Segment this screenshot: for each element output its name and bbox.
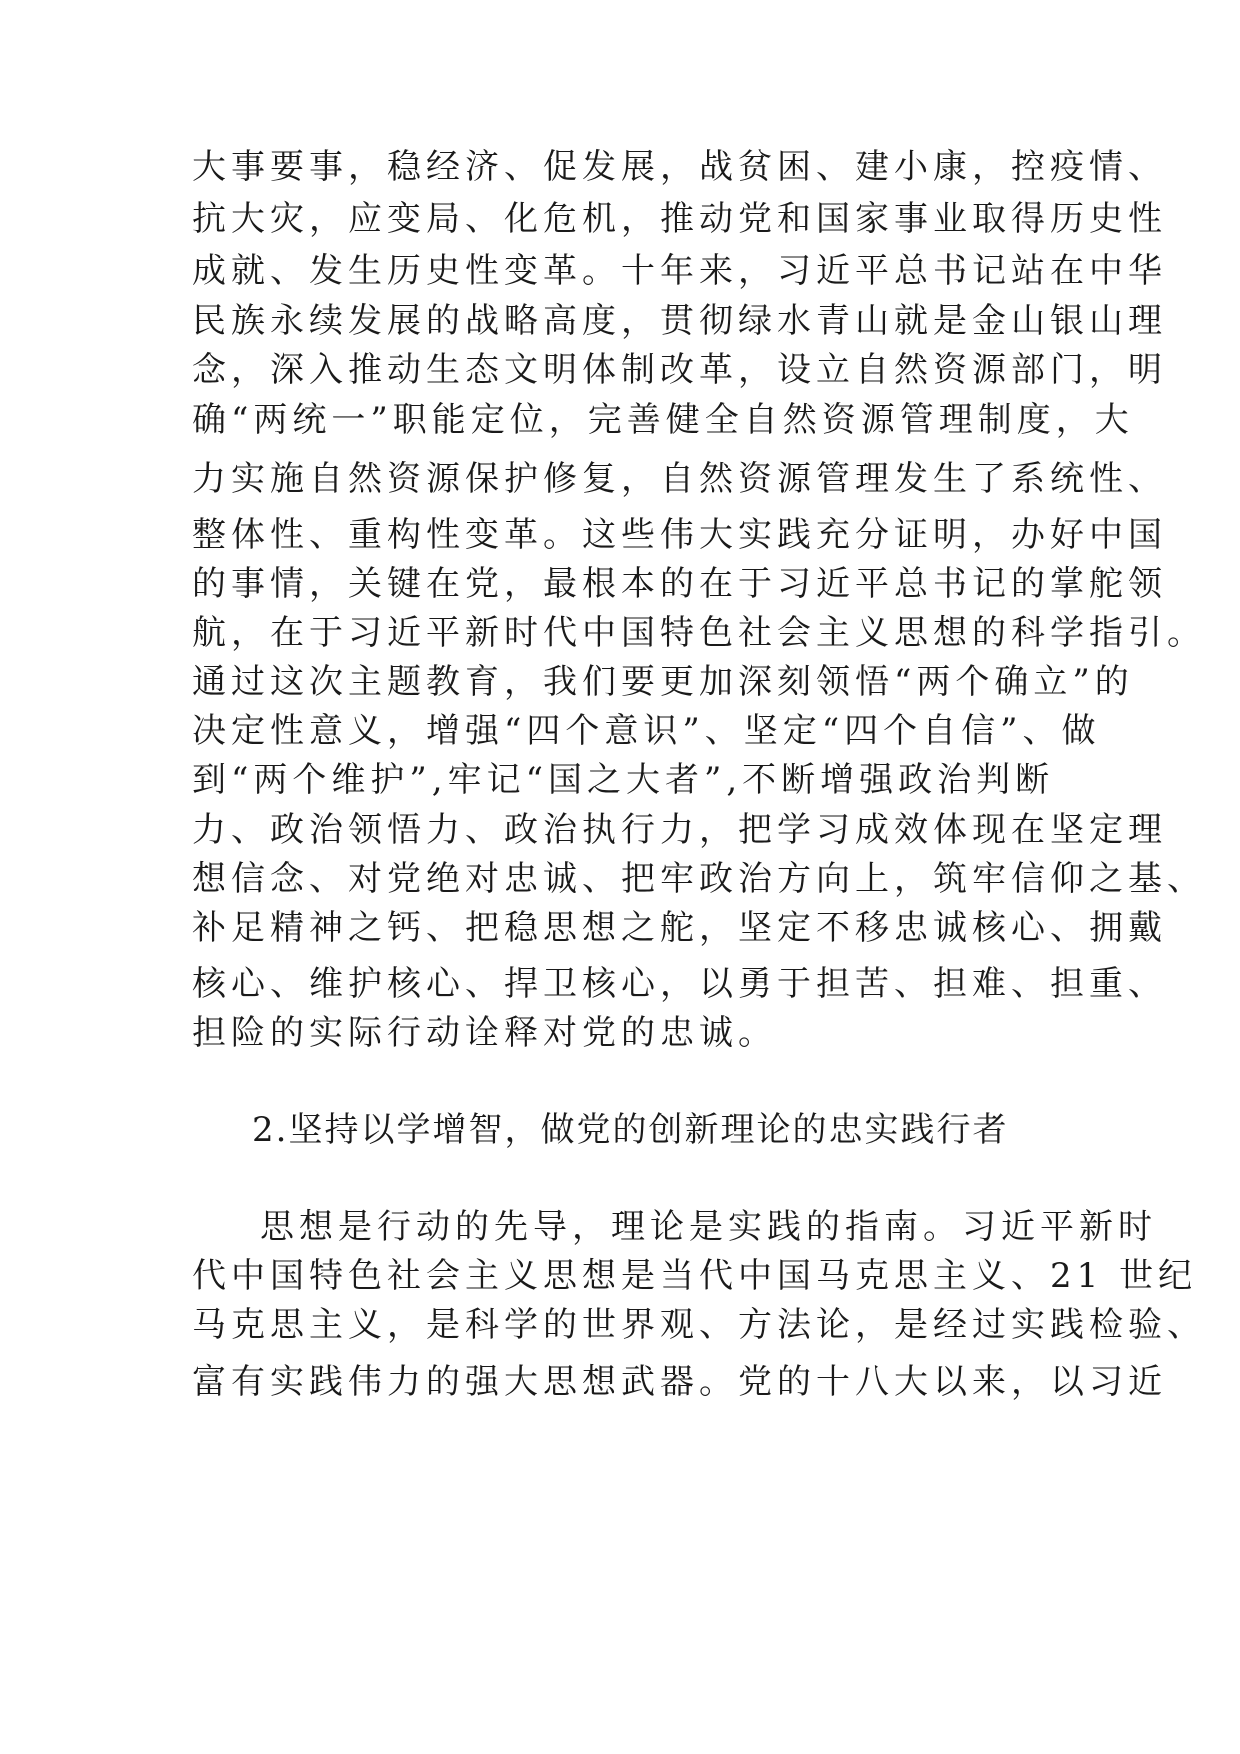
paragraph-line: 马克思主义，是科学的世界观、方法论，是经过实践检验、	[192, 1305, 1206, 1345]
paragraph-line: 担险的实际行动诠释对党的忠诚。	[192, 1013, 777, 1053]
paragraph-line: 整体性、重构性变革。这些伟大实践充分证明，办好中国	[192, 515, 1167, 555]
section-heading: 2.坚持以学增智，做党的创新理论的忠实践行者	[252, 1110, 1009, 1150]
paragraph-line: 民族永续发展的战略高度，贯彻绿水青山就是金山银山理	[192, 301, 1167, 341]
paragraph-line: 想信念、对党绝对忠诚、把牢政治方向上，筑牢信仰之基、	[192, 859, 1206, 899]
paragraph-line: 念，深入推动生态文明体制改革，设立自然资源部门，明	[192, 350, 1167, 390]
paragraph-line: 的事情，关键在党，最根本的在于习近平总书记的掌舵领	[192, 564, 1167, 604]
paragraph-line: 核心、维护核心、捍卫核心，以勇于担苦、担难、担重、	[192, 964, 1167, 1004]
paragraph-line: 航，在于习近平新时代中国特色社会主义思想的科学指引。	[192, 613, 1206, 653]
paragraph-line: 补足精神之钙、把稳思想之舵，坚定不移忠诚核心、拥戴	[192, 908, 1167, 948]
paragraph-line: 决定性意义，增强“四个意识”、坚定“四个自信”、做	[192, 711, 1101, 751]
paragraph-line: 大事要事，稳经济、促发展，战贫困、建小康，控疫情、	[192, 147, 1167, 187]
paragraph-line: 力实施自然资源保护修复，自然资源管理发生了系统性、	[192, 459, 1167, 499]
paragraph-line: 通过这次主题教育，我们要更加深刻领悟“两个确立”的	[192, 662, 1134, 702]
paragraph-line: 思想是行动的先导，理论是实践的指南。习近平新时	[260, 1207, 1157, 1247]
paragraph-line: 确“两统一”职能定位，完善健全自然资源管理制度，大	[192, 400, 1134, 440]
paragraph-line: 力、政治领悟力、政治执行力，把学习成效体现在坚定理	[192, 810, 1167, 850]
paragraph-line: 成就、发生历史性变革。十年来，习近平总书记站在中华	[192, 251, 1167, 291]
paragraph-line: 抗大灾，应变局、化危机，推动党和国家事业取得历史性	[192, 199, 1167, 239]
paragraph-line: 到“两个维护”,牢记“国之大者”,不断增强政治判断	[192, 760, 1055, 800]
paragraph-line: 代中国特色社会主义思想是当代中国马克思主义、21 世纪	[192, 1256, 1198, 1296]
paragraph-line: 富有实践伟力的强大思想武器。党的十八大以来，以习近	[192, 1362, 1167, 1402]
